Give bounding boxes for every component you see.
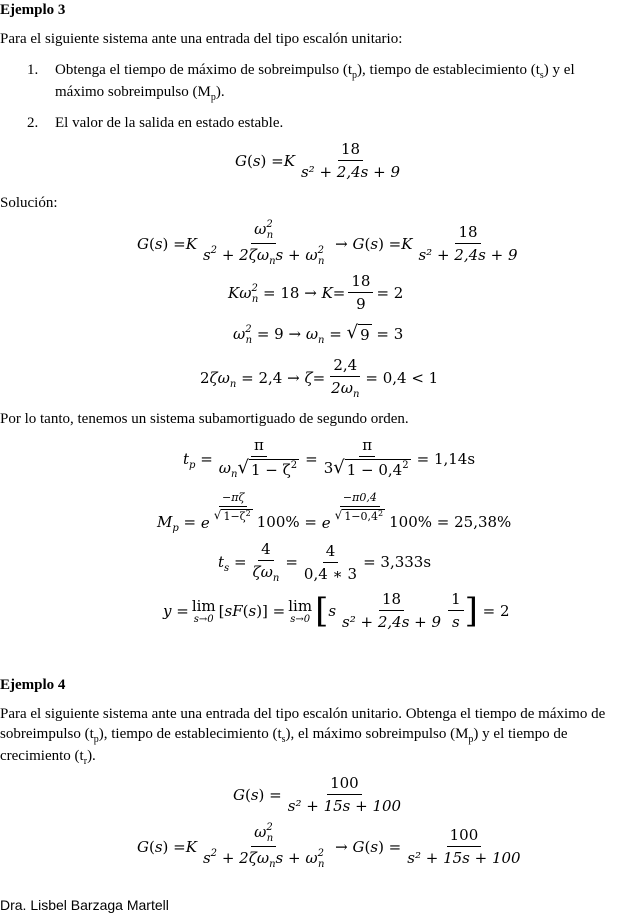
equation-overshoot: $M_p$ = e −πζ √ $1-\zeta^2$ 100% = e −π0,4 √ $1-0,4^2$ 100% = 25,38% [157,491,512,534]
list-item-1-number: 1. [27,62,39,78]
example-3-heading: Ejemplo 3 [0,2,66,18]
equation-peak-time: $t_p$ = π $\omega_n$ √ $1 - \zeta^2$ = π 3 √ $1 - 0,4^2$ = 1,14s [183,436,476,480]
example-4-heading: Ejemplo 4 [0,677,66,693]
equation-transfer-function: G ( s ) = K $\frac{18}{\text{s² + 2,4s + 9}}$ [235,140,400,181]
equation-standard-form: G ( s ) = K $\frac{\omega^2_n}{s^2 + 2\zeta\omega_ns + \omega^2_n}$ → G ( s ) = K $\frac{18}{\text{s² + 2,4s + 9}}$ [137,219,518,267]
solution-label: Solución: [0,195,58,211]
equation-standard-form-2: G ( s ) = K $\frac{\omega^2_n}{s^2 + 2\zeta\omega_ns + \omega^2_n}$ → G ( s ) = $\frac{100}{\text{s² + 15s + 100}}$ [137,822,521,870]
example-4-statement: Para el siguiente sistema ante una entrada del tipo escalón unitario. Obtenga el tiempo de máximo de sobreimpulso $(t_p)$, tiempo de establecimiento $(t_s)$, el máximo sobreimpulso $(M_p)$ y el tiempo de crecimiento $(t_r)$. [0,706,606,767]
equation-damping: 2 $\zeta\omega_n$ = 2,4 → ζ = $\frac{2,4}{2\omega_n}$ = 0,4 < 1 [200,356,439,400]
equation-transfer-function-2: G ( s ) = $\frac{100}{\text{s² + 15s + 100}}$ [233,774,402,815]
list-item-2-number: 2. [27,115,39,131]
conclusion-text: Por lo tanto, tenemos un sistema subamortiguado de segundo orden. [0,411,409,427]
equation-gain: $K\omega^2_n$ = 18 → K = $\frac{18}{9}$ = 2 [228,272,404,313]
footer-author: Dra. Lisbel Barzaga Martell [0,897,169,913]
equation-natural-frequency: $\omega^2_n$ = 9 → $\omega_n$ = √ 9 = 3 [233,322,404,346]
list-item-1: Obtenga el tiempo de máximo de sobreimpulso $(t_p)$, tiempo de establecimiento $(t_s)$ y el máximo sobreimpulso $(M_p)$. [55,62,575,103]
equation-steady-state: y = lim s→0 [ sF ( s )] = lim s→0 [ s $\frac{18}{\text{s² + 2,4s + 9}}$ $\frac{1}{s}$ ] = 2 [163,590,510,631]
list-item-2: El valor de la salida en estado estable. [55,115,284,131]
example-3-intro: Para el siguiente sistema ante una entrada del tipo escalón unitario: [0,31,403,47]
equation-settling-time: $t_s$ = $\frac{4}{\zeta\omega_n}$ = $\frac{4}{0,4 ∗ 3}$ = 3,333s [218,540,432,584]
